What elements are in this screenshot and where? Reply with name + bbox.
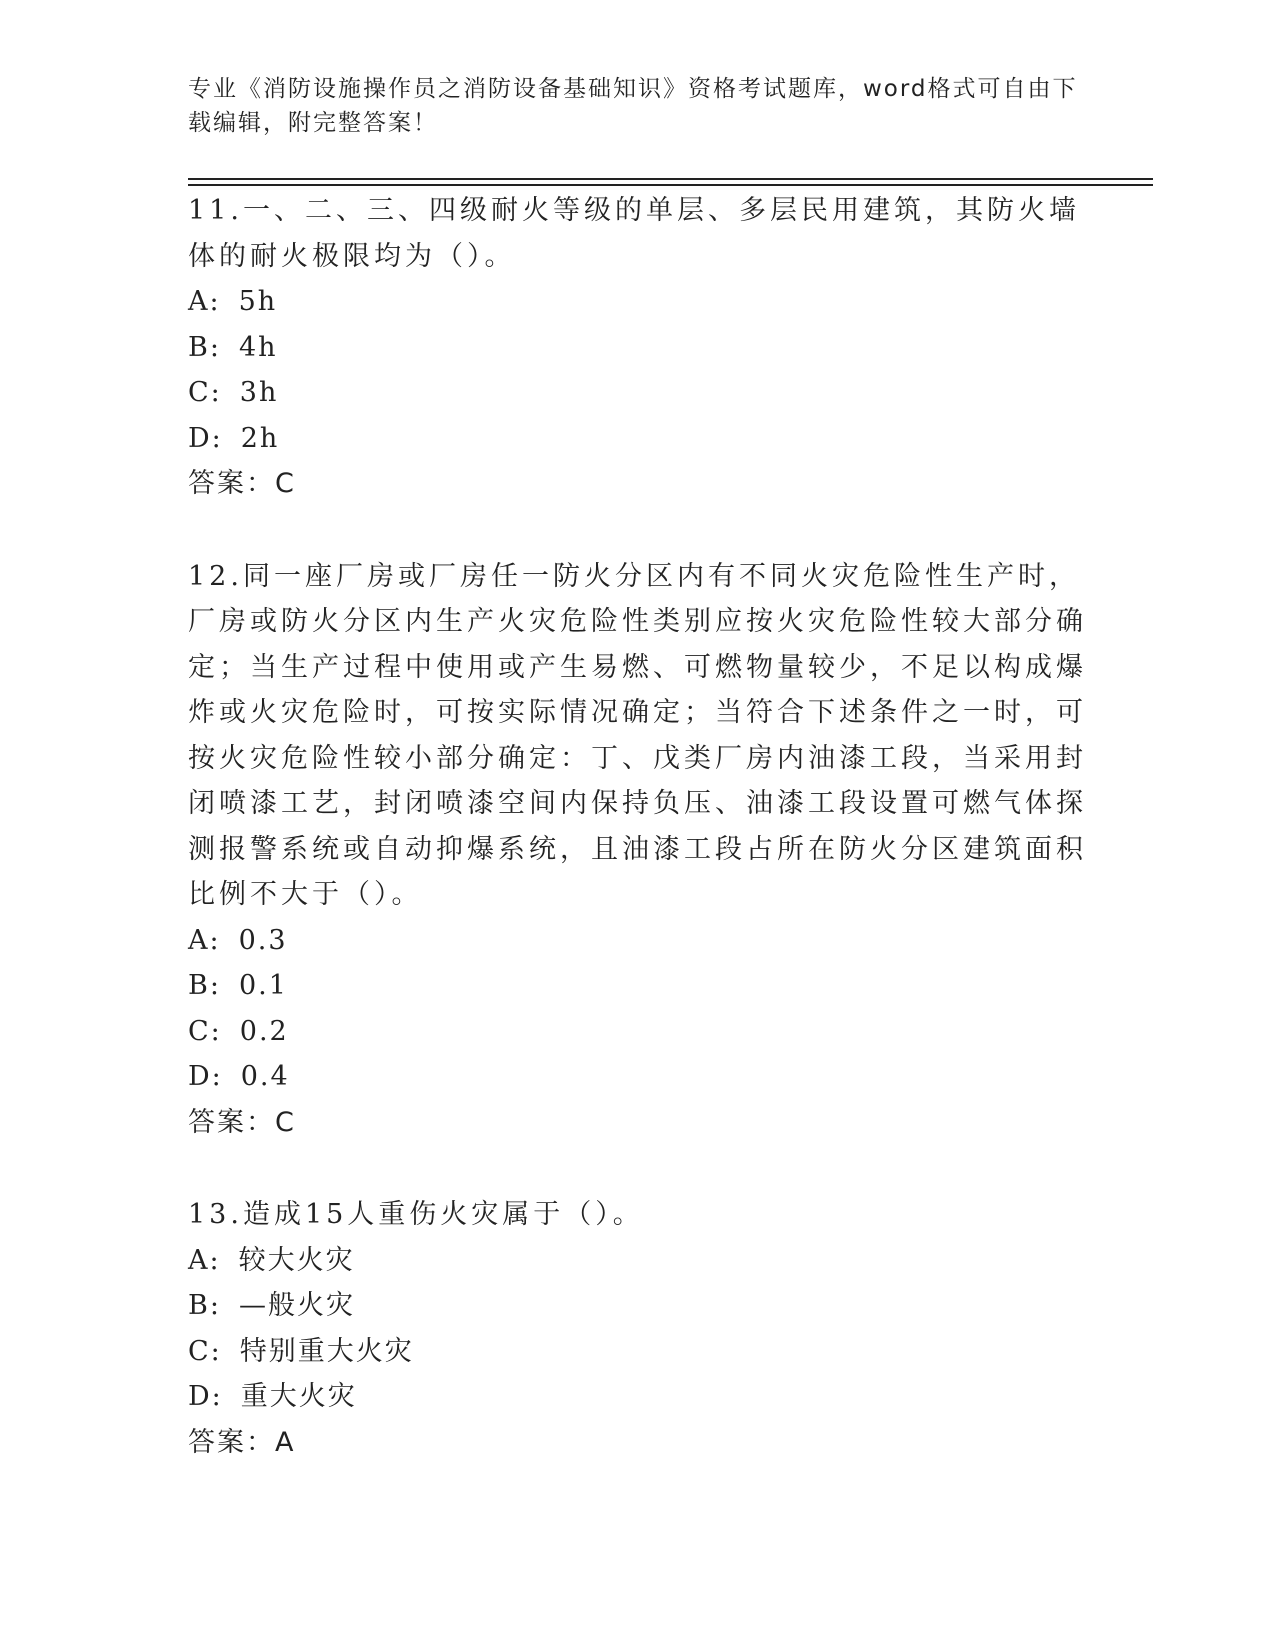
option-c <box>188 1329 1088 1375</box>
document-header: 专业《消防设施操作员之消防设备基础知识》资格考试题库，word格式可自由下载编辑，附完整答案！ <box>188 76 1078 136</box>
option-letter: D: <box>188 422 223 454</box>
option-d <box>188 416 1088 462</box>
option-text: —般火灾 <box>238 1290 355 1321</box>
option-text: 4h <box>238 331 278 363</box>
option-letter: A: <box>188 1244 221 1276</box>
option-letter: C: <box>188 1015 222 1047</box>
option-a <box>188 279 1088 325</box>
option-text: 5h <box>238 286 278 317</box>
option-letter: B: <box>188 331 221 363</box>
question-stem: 12.同一座厂房或厂房任一防火分区内有不同火灾危险性生产时，厂房或防火分区内生产火灾危险性类别应按火灾危险性较大部分确定；当生产过程中使用或产生易燃、可燃物量较少，不足以构成爆炸或火灾危险时，可按实际情况确定；当符合下述条件之一时，可按火灾危险性较小部分确定：丁、戊类厂房内油漆工段，当采用封闭喷漆工艺，封闭喷漆空间内保持负压、油漆工段设置可燃气体探测报警系统或自动抑爆系统，且油漆工段占所在防火分区建筑面积比例不大于（）。 <box>188 560 1087 910</box>
header-rule-bottom <box>188 184 1153 186</box>
question-13 <box>188 1192 1088 1465</box>
option-b <box>188 325 1088 371</box>
option-text: 特别重大火灾 <box>239 1335 414 1367</box>
option-text: 2h <box>240 422 280 454</box>
option-c <box>188 370 1088 416</box>
option-text: 0.3 <box>238 924 288 956</box>
option-text: 较大火灾 <box>238 1244 355 1276</box>
answer-line: 答案：A <box>188 1426 296 1458</box>
option-letter: B: <box>188 970 221 1001</box>
option-letter: A: <box>188 286 221 317</box>
option-text: 0.1 <box>238 970 288 1001</box>
question-stem: 13.造成15人重伤火灾属于（）。 <box>188 1199 644 1230</box>
option-text: 0.2 <box>239 1015 289 1047</box>
answer-line: 答案：C <box>188 1106 296 1138</box>
option-letter: D: <box>188 1061 223 1092</box>
option-text: 0.4 <box>240 1061 290 1092</box>
option-letter: A: <box>188 924 221 956</box>
option-text: 3h <box>239 377 279 408</box>
option-d <box>188 1054 1088 1100</box>
header-rule-top <box>188 178 1153 180</box>
option-text: 重大火灾 <box>240 1381 357 1412</box>
question-11 <box>188 188 1088 507</box>
question-12 <box>188 554 1088 1146</box>
option-letter: D: <box>188 1381 223 1412</box>
option-letter: C: <box>188 377 222 408</box>
option-a <box>188 918 1088 964</box>
question-list <box>188 188 1088 1465</box>
option-c <box>188 1009 1088 1055</box>
option-letter: B: <box>188 1290 221 1321</box>
option-b <box>188 963 1088 1009</box>
option-a <box>188 1238 1088 1284</box>
question-stem: 11.一、二、三、四级耐火等级的单层、多层民用建筑，其防火墙体的耐火极限均为（）。 <box>188 195 1080 272</box>
answer-line: 答案：C <box>188 468 296 499</box>
option-b <box>188 1283 1088 1329</box>
option-letter: C: <box>188 1335 222 1367</box>
option-d <box>188 1374 1088 1420</box>
